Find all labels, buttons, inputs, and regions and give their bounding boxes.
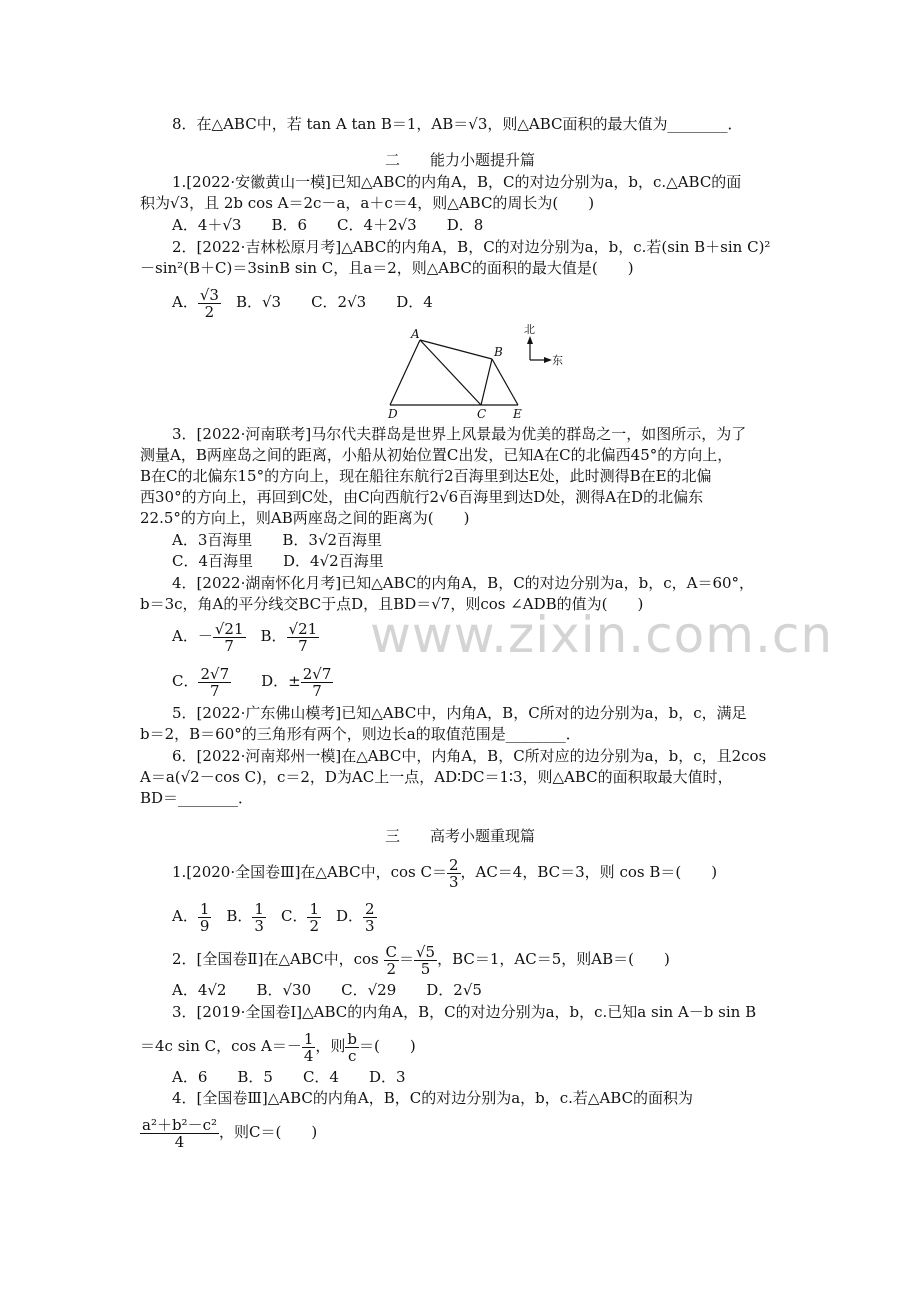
text-line-p6c: BD＝________．: [140, 789, 254, 807]
fraction: [198, 901, 212, 934]
question-4-text-end: ，则C＝( ): [219, 1123, 318, 1141]
watermark: www.zixin.com.cn: [370, 606, 834, 664]
text-line-p4b: b＝3c，角A的平分线交BC于点D，且BD＝√7，则cos ∠ADB的值为( ): [140, 595, 644, 613]
problem-4-options-ab: [172, 614, 319, 658]
question-2-text-end: ，BC＝1，AC＝5，则AB＝( ): [437, 950, 670, 968]
numerator: 1: [254, 899, 264, 918]
problem-4-options-cd: [172, 659, 333, 703]
numerator: C: [385, 942, 397, 961]
numerator: 1: [309, 899, 319, 918]
option-a-label: A．: [172, 293, 198, 311]
text-line-p1a: 1.[2022·安徽黄山一模]已知△ABC的内角A，B，C的对边分别为a，b，c.△ABC的面: [172, 173, 742, 191]
question-1-text: 1.[2020·全国卷Ⅲ]在△ABC中，cos C＝: [172, 863, 447, 881]
fraction: [140, 1117, 219, 1150]
option-c-label: C．: [172, 672, 199, 690]
fraction: [213, 621, 246, 654]
text-line-q4a: 4．[全国卷Ⅲ]△ABC的内角A，B，C的对边分别为a，b，c.若△ABC的面积为: [172, 1089, 694, 1107]
numerator: 2√7: [200, 664, 230, 683]
question-2-text: 2．[全国卷Ⅱ]在△ABC中，cos: [172, 950, 384, 968]
question-2: [172, 937, 670, 981]
fraction: [198, 666, 231, 699]
numerator: b: [347, 1029, 358, 1048]
text-line-p2b: －sin²(B＋C)＝3sinB sin C，且a＝2，则△ABC的面积的最大值是( ): [140, 259, 634, 277]
denominator: 3: [254, 916, 264, 935]
segment-CB: [481, 359, 492, 405]
text-line-p3g: C．4百海里 D．4√2百海里: [172, 552, 384, 570]
label-E: E: [513, 407, 522, 420]
text-line-q3c: A．6 B．5 C．4 D．3: [172, 1068, 406, 1086]
question-2-options: A．4√2 B．√30 C．√29 D．2√5: [172, 981, 482, 999]
text-line-p6b: A＝a(√2－cos C)，c＝2，D为AC上一点，AD∶DC＝1∶3，则△ABC的面积取最大值时，: [140, 768, 733, 786]
numerator: a²＋b²－c²: [142, 1115, 217, 1134]
segment-AB: [420, 340, 492, 359]
equals-sign: ＝: [398, 950, 414, 968]
denominator: 4: [303, 1046, 314, 1065]
fraction: [287, 621, 320, 654]
label-north: 北: [524, 323, 535, 336]
denominator: 7: [210, 681, 220, 700]
fraction: [384, 944, 399, 977]
denominator: 2: [204, 302, 215, 321]
text-line-l8: 8．在△ABC中，若 tan A tan B＝1，AB＝√3，则△ABC面积的最大值为________．: [172, 115, 743, 133]
label-D: D: [388, 407, 398, 420]
text-line-p4a: 4．[2022·湖南怀化月考]已知△ABC的内角A，B，C的对边分别为a，b，c，A＝60°，: [172, 574, 755, 592]
section-title-2: 二 能力小题提升篇: [384, 151, 535, 169]
text-line-p5a: 5．[2022·广东佛山模考]已知△ABC中，内角A，B，C所对的边分别为a，b，c，满足: [172, 704, 747, 722]
denominator: 7: [312, 681, 322, 700]
question-3-text: ＝4c sin C，cos A＝－: [140, 1037, 302, 1055]
fraction: [447, 857, 461, 890]
text-line-p1b: 积为√3，且 2b cos A＝2c－a，a＋c＝4，则△ABC的周长为( ): [140, 194, 595, 212]
east-arrow-icon: [544, 357, 552, 363]
text-line-p3b: 测量A，B两座岛之间的距离，小船从初始位置C出发，已知A在C的北偏西45°的方向上，: [140, 446, 733, 464]
fraction: [307, 901, 321, 934]
numerator: √21: [214, 619, 244, 638]
denominator: 3: [448, 872, 459, 891]
denominator: c: [348, 1046, 357, 1065]
text-line-p3c: B在C的北偏东15°的方向上，现在船往东航行2百海里到达E处，此时测得B在E的北偏: [140, 467, 712, 485]
option-d-label: D．±: [231, 672, 301, 690]
label-C: C: [477, 407, 487, 420]
question-4-line-2: [140, 1110, 317, 1154]
denominator: 2: [386, 959, 397, 978]
numerator: 2: [365, 899, 375, 918]
fraction: [301, 666, 334, 699]
label-east: 东: [552, 354, 563, 367]
question-3-mid: ，则: [315, 1037, 346, 1055]
denominator: 7: [298, 636, 308, 655]
denominator: 3: [365, 916, 375, 935]
option-b-label: B．: [245, 627, 287, 645]
option-d-label: D．: [321, 907, 364, 925]
fraction: [414, 944, 437, 977]
fraction: [252, 901, 266, 934]
question-1: [172, 850, 717, 894]
problem-2-options: [172, 280, 433, 324]
text-line-q3a: 3．[2019·全国卷Ⅰ]△ABC的内角A，B，C的对边分别为a，b，c.已知a sin A－b sin B: [172, 1003, 757, 1021]
text-line-p3a: 3．[2022·河南联考]马尔代夫群岛是世界上风景最为优美的群岛之一，如图所示，为了: [172, 425, 747, 443]
numerator: 1: [199, 899, 210, 918]
text-line-p2a: 2．[2022·吉林松原月考]△ABC的内角A，B，C的对边分别为a，b，c.若(sin B＋sin C)²: [172, 238, 771, 256]
numerator: √21: [288, 619, 318, 638]
geometry-figure: [380, 322, 580, 420]
text-line-p6a: 6．[2022·河南郑州一模]在△ABC中，内角A，B，C所对应的边分别为a，b，c，且2cos: [172, 747, 767, 765]
label-A: A: [411, 327, 420, 341]
question-3-text-end: ＝( ): [359, 1037, 416, 1055]
segment-AC: [420, 340, 481, 405]
north-arrow-icon: [527, 336, 533, 344]
option-a-label: A．－: [172, 627, 213, 645]
denominator: 9: [199, 916, 210, 935]
section-title-3: 三 高考小题重现篇: [384, 827, 535, 845]
option-a-label: A．: [172, 907, 198, 925]
text-line-p3f: A．3百海里 B．3√2百海里: [172, 531, 383, 549]
numerator: 2: [448, 855, 459, 874]
segment-BE: [492, 359, 518, 405]
option-c-label: C．: [265, 907, 308, 925]
text-line-p3d: 西30°的方向上，再回到C处，由C向西航行2√6百海里到达D处，测得A在D的北偏东: [140, 488, 704, 506]
numerator: 1: [303, 1029, 314, 1048]
question-3-line-2: [140, 1024, 416, 1068]
denominator: 2: [309, 916, 319, 935]
numerator: 2√7: [302, 664, 332, 683]
segment-DA: [390, 340, 420, 405]
text-line-p5b: b＝2，B＝60°的三角形有两个，则边长a的取值范围是________．: [140, 725, 581, 743]
denominator: 5: [420, 959, 431, 978]
fraction: [345, 1031, 359, 1064]
options-rest: B．√3 C．2√3 D．4: [220, 293, 433, 311]
numerator: √5: [416, 942, 436, 961]
fraction: [302, 1031, 316, 1064]
denominator: 7: [224, 636, 234, 655]
question-1-text-end: ，AC＝4，BC＝3，则 cos B＝( ): [460, 863, 718, 881]
fraction: [198, 287, 221, 320]
label-B: B: [494, 345, 503, 359]
fraction: [363, 901, 377, 934]
text-line-p3e: 22.5°的方向上，则AB两座岛之间的距离为( ): [140, 509, 470, 527]
option-b-label: B．: [211, 907, 253, 925]
text-line-p1c: A．4＋√3 B．6 C．4＋2√3 D．8: [172, 216, 484, 234]
numerator: √3: [199, 285, 219, 304]
denominator: 4: [174, 1132, 185, 1151]
question-1-options: [172, 894, 377, 938]
